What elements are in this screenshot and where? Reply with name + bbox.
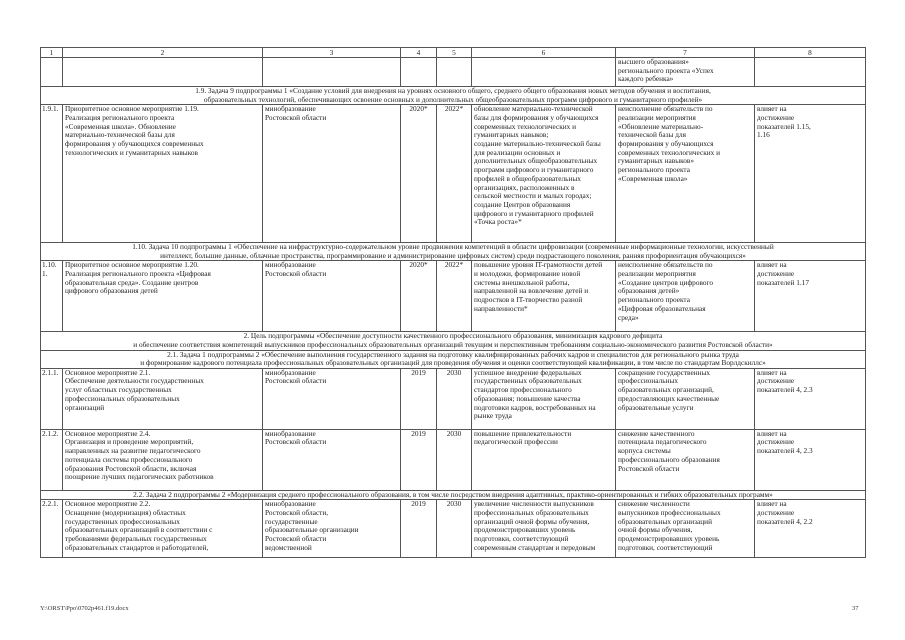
section-heading-row [41,490,866,500]
section-heading-row [41,243,866,261]
table-row [41,429,866,490]
measure-executor: минобразование Ростовской области [263,368,401,429]
measure-number: 2.2.1. [41,500,63,558]
indicator-link: влияет на достижение показателей 1.15, 1.16 [755,105,866,243]
section-heading: 2. Цель подпрограммы «Обеспечение доступности качественного профессионального образования, минимизация кадрового дефицита и обеспечение соответствия компетенций выпускников профессиональных образовательных организаций текущим и перспективным требованиям социально-экономического развития Ростовской области» [41,332,866,350]
file-path-footer: Y:\ORST\Ppo\0702p461.f19.docx [40,605,129,612]
column-number: 6 [472,48,616,58]
expected-result: увеличение численности выпускников профессиональных образовательных организаций очной формы обучения, продемонстрировавших уровень подготовки, соответствующий современным стандартам и передовым [472,500,616,558]
failure-consequence: снижение численности выпускников профессиональных образовательных организаций очной формы обучения, продемонстрировавших уровень подготовки, соответствующий [616,500,755,558]
table-row [41,500,866,558]
end-year: 2022* [437,105,472,243]
indicator-link: влияет на достижение показателей 4, 2.2 [755,500,866,558]
column-number: 3 [263,48,401,58]
start-year: 2020* [401,261,437,332]
section-heading-row [41,350,866,368]
expected-result: повышение уровня IT-грамотности детей и молодежи, формирование новой системы внешкольной работы, направленной на вовлечение детей и подростков в IT-творчество разной направленности* [472,261,616,332]
end-year: 2022* [437,261,472,332]
section-heading: 2.2. Задача 2 подпрограммы 2 «Модернизация среднего профессионального образования, в том числе посредством внедрения адаптивных, практико-ориентированных и гибких образовательных программ» [41,490,866,500]
section-heading: 1.10. Задача 10 подпрограммы 1 «Обеспечение на инфраструктурно-содержательном уровне продвижения компетенций в области цифровизации (современные информационные технологии, искусственный интеллект, большие данные, облачные пространства, программирование и администрирование цифровых систем) среди подрастающего поколения, ранняя профориентация обучающихся» [41,243,866,261]
column-number: 7 [616,48,755,58]
measure-executor: минобразование Ростовской области [263,105,401,243]
end-year: 2030 [437,500,472,558]
section-heading-row [41,332,866,350]
indicator-link: влияет на достижение показателей 4, 2.3 [755,429,866,490]
end-year: 2030 [437,368,472,429]
measure-name: Основное мероприятие 2.2. Оснащение (модернизация) областных государственных профессиональных образовательных организаций в соответствии с требованиями федеральных государственных образовательных стандартов и работодателей, [63,500,263,558]
page-number: 37 [852,605,859,612]
measure-number: 2.1.1. [41,368,63,429]
measure-number: 1.9.1. [41,105,63,243]
failure-consequence: высшего образования» регионального проекта «Успех каждого ребенка» [616,58,755,87]
expected-result: успешное внедрение федеральных государственных образовательных стандартов профессионального образования; повышение качества подготовки кадров, востребованных на рынке труда [472,368,616,429]
section-heading: 1.9. Задача 9 подпрограммы 1 «Создание условий для внедрения на уровнях основного общего, среднего общего образования новых методов обучения и воспитания, образовательных технологий, обеспечивающих освоение основных и дополнительных общеобразовательных программ цифрового и гуманитарного профилей» [41,87,866,105]
measure-number: 1.10.1. [41,261,63,332]
failure-consequence: неисполнение обязательств по реализации мероприятия «Создание центров цифрового образования детей» регионального проекта «Цифровая образовательная среда» [616,261,755,332]
indicator-link: влияет на достижение показателей 4, 2.3 [755,368,866,429]
measure-number: 2.1.2. [41,429,63,490]
measure-name: Основное мероприятие 2.1. Обеспечение деятельности государственных услуг областных государственных профессиональных образовательных организаций [63,368,263,429]
start-year: 2019 [401,500,437,558]
table-row [41,261,866,332]
column-number: 8 [755,48,866,58]
measure-name: Приоритетное основное мероприятие 1.20. Реализация регионального проекта «Цифровая образовательная среда». Создание центров цифрового образования детей [63,261,263,332]
measure-executor: минобразование Ростовской области [263,429,401,490]
table-row [41,105,866,243]
column-number: 2 [63,48,263,58]
expected-result: обновление материально-технической базы для формирования у обучающихся современных технологических и гуманитарных навыков; создание материально-технической базы для реализации основных и дополнительных общеобразовательных программ цифрового и гуманитарного профилей в общеобразовательных организациях, расположенных в сельской местности и малых городах; создание Центров образования цифрового и гуманитарного профилей «Точка роста»* [472,105,616,243]
column-number-row [41,48,866,58]
section-heading-row [41,87,866,105]
table-row [41,368,866,429]
expected-result: повышение привлекательности педагогической профессии [472,429,616,490]
failure-consequence: снижение качественного потенциала педагогического корпуса системы профессионального образования Ростовской области [616,429,755,490]
column-number: 1 [41,48,63,58]
document-page [40,47,865,558]
measure-name: Приоритетное основное мероприятие 1.19. Реализация регионального проекта «Современная школа». Обновление материально-технической базы для формирования у обучающихся современных технологических и гуманитарных навыков [63,105,263,243]
measure-executor: минобразование Ростовской области, государственные образовательные организации Ростовской области ведомственной [263,500,401,558]
measure-name: Основное мероприятие 2.4. Организация и проведение мероприятий, направленных на развитие педагогического потенциала системы профессионального образования Ростовской области, включая поощрение лучших педагогических работников [63,429,263,490]
indicator-link: влияет на достижение показателей 1.17 [755,261,866,332]
end-year: 2030 [437,429,472,490]
start-year: 2019 [401,368,437,429]
measure-executor: минобразование Ростовской области [263,261,401,332]
failure-consequence: сокращение государственных профессиональных образовательных организаций, предоставляющих качественные образовательные услуги [616,368,755,429]
failure-consequence: неисполнение обязательств по реализации мероприятия «Обновление материально- технической базы для формирования у обучающихся современных технологических и гуманитарных навыков» регионального проекта «Современная школа» [616,105,755,243]
start-year: 2019 [401,429,437,490]
section-heading: 2.1. Задача 1 подпрограммы 2 «Обеспечение выполнения государственного задания на подготовку квалифицированных рабочих кадров и специалистов для регионального рынка труда и формирование кадрового потенциала профессиональных образовательных организаций для проведения обучения и оценки соответствующей квалификации, в том числе по стандартам Ворлдскиллс» [41,350,866,368]
column-number: 5 [437,48,472,58]
table-row [41,58,866,87]
program-measures-table [40,47,866,558]
column-number: 4 [401,48,437,58]
start-year: 2020* [401,105,437,243]
